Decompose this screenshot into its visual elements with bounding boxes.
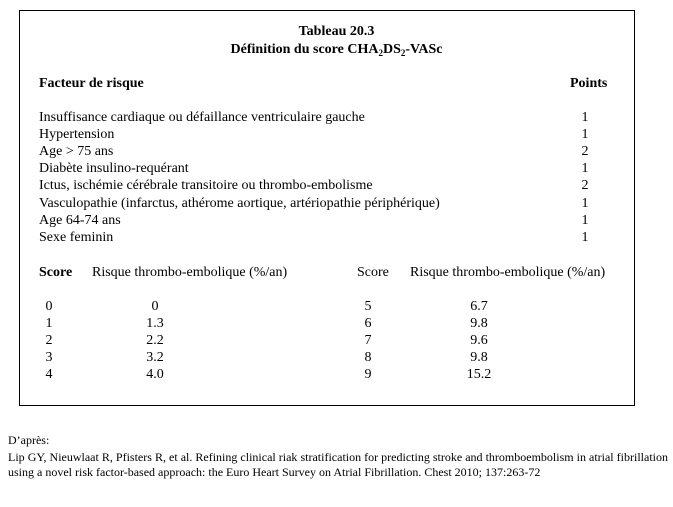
score-value: 3 — [45, 350, 53, 365]
risk-value: 4.0 — [146, 367, 164, 382]
factor-points: 2 — [581, 178, 589, 193]
score-value: 5 — [364, 299, 372, 314]
score-value: 4 — [45, 367, 53, 382]
factor-points: 2 — [581, 144, 589, 159]
risk-value: 3.2 — [146, 350, 164, 365]
score-value: 7 — [364, 333, 372, 348]
factor-points: 1 — [581, 230, 589, 245]
factor-label: Sexe feminin — [39, 230, 114, 245]
factor-label: Insuffisance cardiaque ou défaillance ventriculaire gauche — [39, 110, 365, 125]
score-value: 8 — [364, 350, 372, 365]
source-citation: Lip GY, Nieuwlaat R, Pfisters R, et al. Refining clinical riak stratification for predicting stroke and thromboembolism in atrial fibrillation using a novel risk factor-based approach: the Euro Heart Survey on Atrial Fibrillation. Chest 2010; 137:263-72 — [8, 450, 668, 479]
factor-label: Ictus, ischémie cérébrale transitoire ou thrombo-embolisme — [39, 178, 373, 193]
score-value: 6 — [364, 316, 372, 331]
source-intro: D’après: — [8, 433, 50, 447]
header-score-left: Score — [39, 265, 73, 280]
factor-points: 1 — [581, 196, 589, 211]
factor-label: Age > 75 ans — [39, 144, 114, 159]
score-value: 0 — [45, 299, 53, 314]
score-value: 9 — [364, 367, 372, 382]
header-points: Points — [570, 76, 608, 91]
factor-points: 1 — [581, 127, 589, 142]
header-risk-factor: Facteur de risque — [39, 76, 144, 91]
factor-label: Diabète insulino-requérant — [39, 161, 189, 176]
factor-points: 1 — [581, 110, 589, 125]
risk-value: 9.8 — [470, 350, 488, 365]
header-risk-right: Risque thrombo-embolique (%/an) — [410, 265, 606, 280]
risk-value: 6.7 — [470, 299, 488, 314]
risk-value: 0 — [151, 299, 159, 314]
risk-value: 2.2 — [146, 333, 164, 348]
risk-value: 1.3 — [146, 316, 164, 331]
header-score-right: Score — [357, 265, 389, 280]
header-risk-left: Risque thrombo-embolique (%/an) — [92, 265, 288, 280]
factor-label: Age 64-74 ans — [39, 213, 121, 228]
risk-value: 9.8 — [470, 316, 488, 331]
factor-points: 1 — [581, 213, 589, 228]
risk-value: 15.2 — [466, 367, 492, 382]
factor-label: Hypertension — [39, 127, 115, 142]
table-title: Tableau 20.3 — [298, 24, 375, 39]
factor-points: 1 — [581, 161, 589, 176]
table-subtitle: Définition du score $CHA_2DS_2$-VASc — [230, 42, 443, 58]
score-value: 2 — [45, 333, 53, 348]
risk-value: 9.6 — [470, 333, 488, 348]
score-value: 1 — [45, 316, 53, 331]
factor-label: Vasculopathie (infarctus, athérome aortique, artériopathie périphérique) — [39, 196, 440, 211]
